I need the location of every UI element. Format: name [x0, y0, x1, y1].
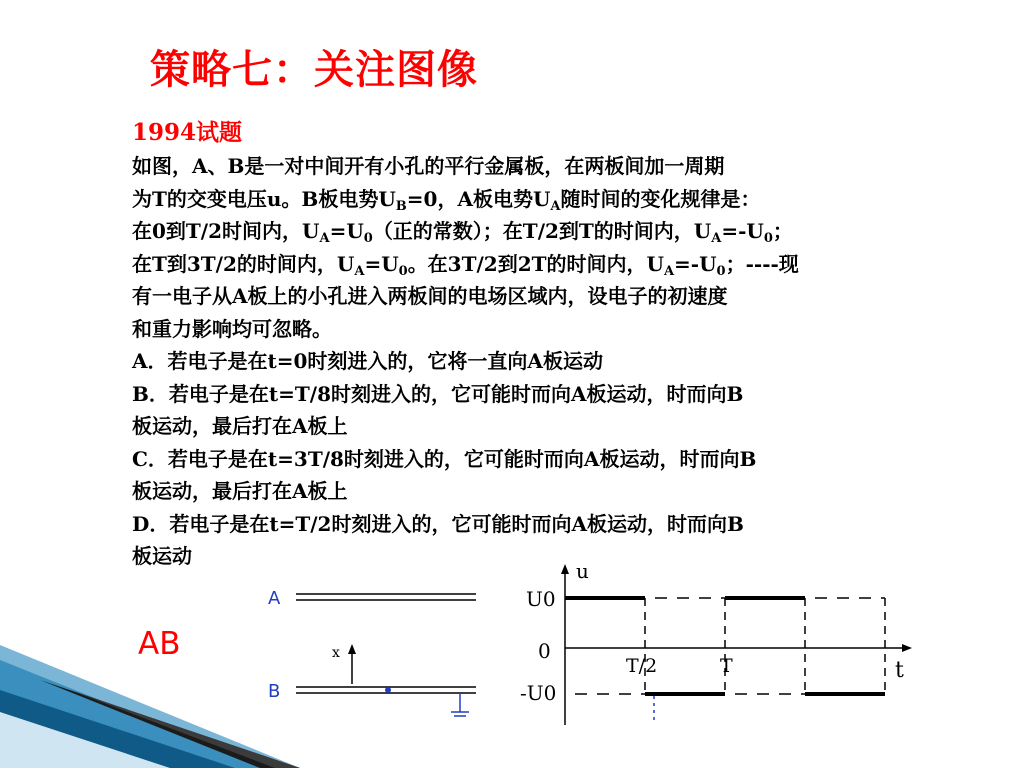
question-line-5: 有一电子从A板上的小孔进入两板间的电场区域内，设电子的初速度 — [132, 284, 728, 308]
t-axis-arrow — [902, 644, 912, 652]
option-c-line-2: 板运动，最后打在A板上 — [132, 479, 348, 503]
u-axis-arrow — [561, 564, 569, 574]
u-axis-label: u — [576, 560, 589, 583]
option-d-line-2: 板运动 — [132, 544, 192, 568]
x-axis-label: x — [332, 645, 340, 661]
option-c-line-1: C．若电子是在t=3T/8时刻进入的，它可能时而向A板运动，时而向B — [132, 446, 757, 471]
slide-title: 策略七：关注图像 — [150, 47, 478, 93]
t-half-label: T/2 — [626, 655, 658, 677]
plates-diagram — [256, 562, 526, 728]
plate-b-label: B — [268, 681, 281, 702]
option-b-line-2: 板运动，最后打在A板上 — [132, 414, 348, 438]
question-text — [132, 150, 1002, 573]
question-line-6: 和重力影响均可忽略。 — [132, 316, 332, 341]
t-axis-label: t — [895, 658, 904, 683]
neg-u0-label: -U0 — [520, 681, 557, 705]
exam-year-label: 1994试题 — [132, 119, 243, 146]
electron-dot — [385, 687, 391, 693]
plates-figure — [256, 562, 526, 728]
question-line-1: 如图，A、B是一对中间开有小孔的平行金属板，在两板间加一周期 — [132, 154, 725, 178]
square-wave — [565, 598, 885, 694]
u0-label: U0 — [526, 587, 556, 611]
answer-label: AB — [138, 626, 181, 662]
option-d-line-1: D．若电子是在t=T/2时刻进入的，它可能时而向A板运动，时而向B — [132, 511, 744, 536]
option-b-line-1: B．若电子是在t=T/8时刻进入的，它可能时而向A板运动，时而向B — [132, 381, 744, 406]
x-axis-arrow-head — [348, 644, 356, 654]
voltage-time-graph — [520, 560, 940, 740]
t-tick-label: T — [720, 655, 733, 677]
plate-a-label: A — [268, 588, 281, 609]
zero-label: 0 — [538, 639, 551, 663]
question-line-2: 为T的交变电压u。B板电势$U_B=0$，A板电势$U_A$随时间的变化规律是： — [132, 186, 761, 214]
question-line-3: 在0到T/2时间内，$U_A=U_0$（正的常数）；在T/2到T的时间内，$U_A=-U_0$； — [132, 219, 793, 246]
question-line-4: 在T到3T/2的时间内，$U_A=U_0$。在3T/2到2T的时间内，$U_A=-U_0$；----现 — [132, 251, 799, 279]
option-a: A．若电子是在t=0时刻进入的，它将一直向A板运动 — [132, 349, 603, 373]
